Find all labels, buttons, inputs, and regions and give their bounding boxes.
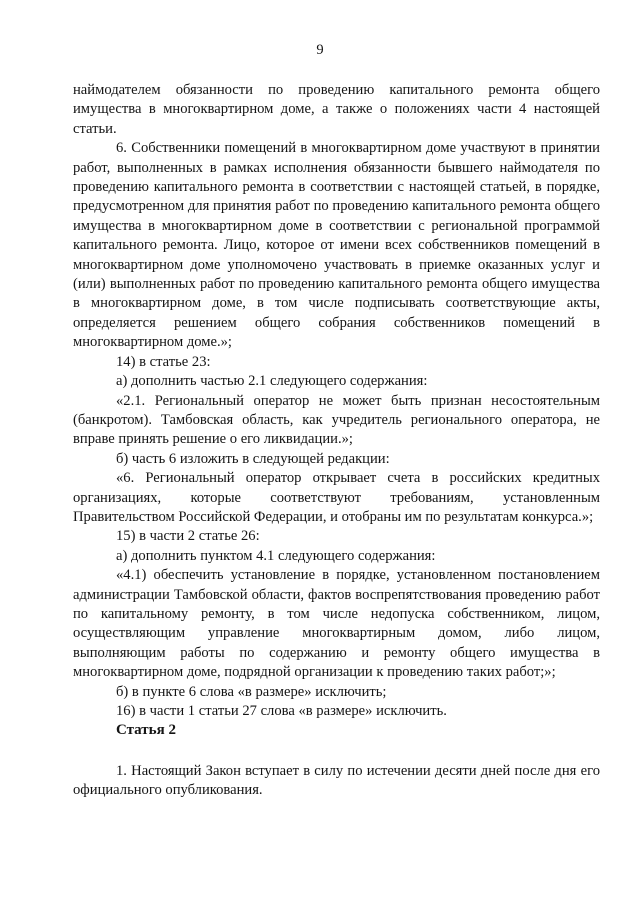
paragraph-point-4-1: «4.1) обеспечить установление в порядке, установленном постановлением администрации Тамбовской области, фактов воспрепятствования проведению работ по капитальному ремонту, в том числе недопуска собственником, лицом, осуществляющим управление многоквартирным домом, либо лицом, выполняющим работы по содержанию и ремонту общего имущества в многоквартирном доме, подрядной организации к проведению таких работ;»;: [73, 567, 600, 681]
paragraph-point-6: 6. Собственники помещений в многоквартирном доме участвуют в принятии работ, выполненных в рамках исполнения обязанности бывшего наймодателя по проведению капитального ремонта в соответствии с настоящей статьей, в порядке, предусмотренном для принятия работ по проведению капитального ремонта общего имущества в многоквартирном доме в соответствии с региональной программой капитального ремонта. Лицо, которое от имени всех собственников помещений в многоквартирном доме уполномочено участвовать в приемке оказанных услуг и (или) выполненных работ по проведению капитального ремонта общего имущества в многоквартирном доме, в том числе подписывать соответствующие акты, определяется решением общего собрания собственников помещений в многоквартирном доме.»;: [73, 140, 600, 351]
paragraph-item-15a: а) дополнить пунктом 4.1 следующего содержания:: [116, 547, 436, 564]
paragraph-item-16: 16) в части 1 статьи 27 слова «в размере» исключить.: [116, 703, 447, 719]
article-paragraph-1: 1. Настоящий Закон вступает в силу по истечении десяти дней после дня его официального опубликования.: [73, 763, 600, 799]
amendments-text: [73, 81, 600, 721]
paragraph-part-2-1: «2.1. Региональный оператор не может быть признан несостоятельным (банкротом). Тамбовская область, как учредитель регионального оператора, не вправе принять решение о его ликвидации.»;: [73, 392, 600, 448]
paragraph-item-14b: б) часть 6 изложить в следующей редакции:: [116, 450, 390, 467]
article-heading: Статья 2: [116, 722, 176, 738]
paragraph-item-15b: б) в пункте 6 слова «в размере» исключить;: [116, 683, 387, 700]
article-body: [73, 762, 600, 801]
page-number: 9: [316, 42, 324, 58]
paragraph-item-14a: а) дополнить частью 2.1 следующего содержания:: [116, 373, 428, 390]
paragraph-continuation: наймодателем обязанности по проведению капитального ремонта общего имущества в многоквартирном доме, а также о положениях части 4 настоящей статьи.: [73, 82, 600, 137]
paragraph-part-6: «6. Региональный оператор открывает счета в российских кредитных организациях, которые соответствуют требованиям, установленным Правительством Российской Федерации, и отобраны им по результатам конкурса.»;: [73, 470, 600, 525]
paragraph-item-14: 14) в статье 23:: [116, 353, 211, 370]
paragraph-item-15: 15) в части 2 статье 26:: [116, 528, 260, 545]
